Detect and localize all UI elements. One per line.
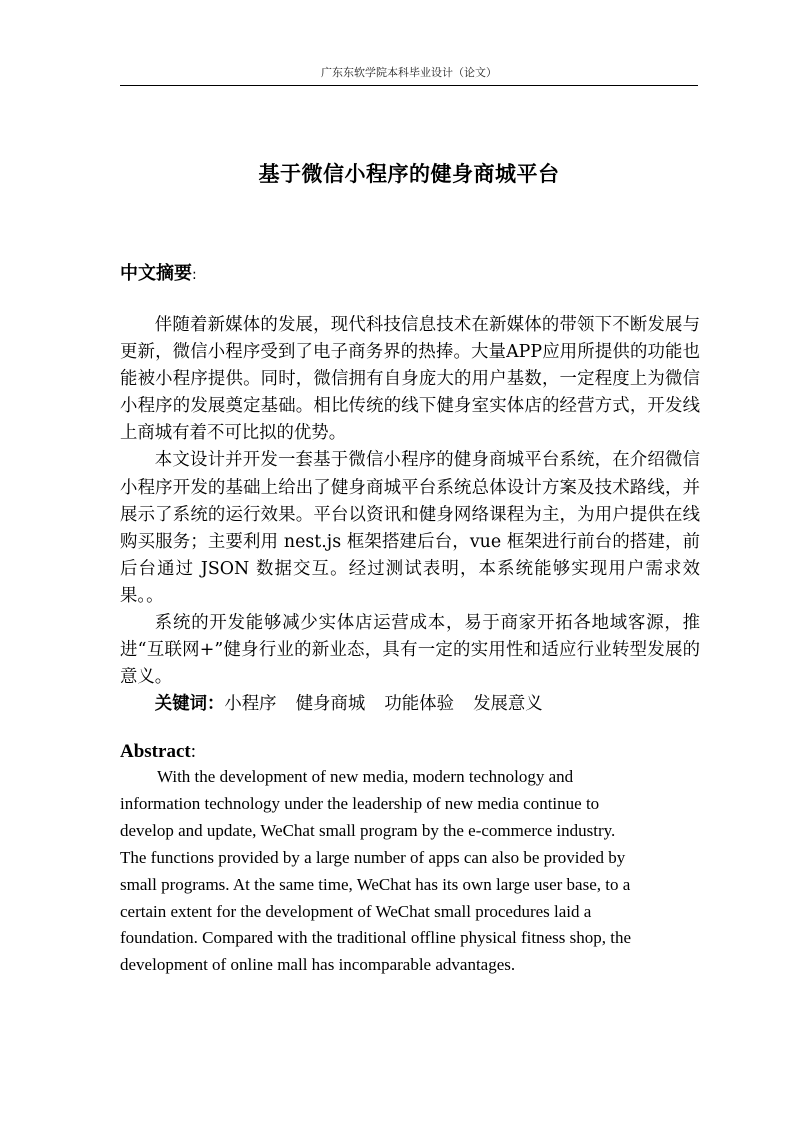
en-abstract-heading-colon: : — [190, 741, 196, 762]
en-paragraph — [120, 764, 680, 979]
cn-paragraph: 伴随着新媒体的发展，现代科技信息技术在新媒体的带领下不断发展与更新，微信小程序受到了电子商务界的热捧。大量APP应用所提供的功能也能被小程序提供。同时，微信拥有自身庞大的用户基数，一定程度上为微信小程序的发展奠定基础。相比传统的线下健身室实体店的经营方式，开发线上商城有着不可比拟的优势。 — [120, 315, 700, 444]
en-abstract-heading — [120, 737, 196, 767]
cn-abstract-heading — [120, 259, 197, 290]
en-line: development of online mall has incomparable advantages. — [120, 955, 516, 975]
keyword: 功能体验 — [384, 694, 454, 715]
cn-paragraph: 本文设计并开发一套基于微信小程序的健身商城平台系统，在介绍微信小程序开发的基础上给出了健身商城平台系统总体设计方案及技术路线，并展示了系统的运行效果。平台以资讯和健身网络课程为主，为用户提供在线购买服务；主要利用 nest.js 框架搭建后台，vue 框架进行前台的搭建，前后台通过 JSON 数据交互。经过测试表明，本系统能够实现用户需求效果。。 — [120, 450, 700, 606]
keywords-line — [120, 691, 700, 718]
en-line: information technology under the leadership of new media continue to — [120, 793, 600, 813]
cn-abstract-body — [120, 312, 700, 718]
paper-title: 基于微信小程序的健身商城平台 — [258, 162, 560, 186]
en-line: develop and update, WeChat small program by the e-commerce industry. — [120, 820, 616, 840]
en-abstract-body — [120, 764, 680, 979]
en-abstract-heading-text: Abstract — [120, 741, 191, 762]
en-line: The functions provided by a large number of apps can also be provided by — [120, 847, 626, 867]
keywords-label: 关键词： — [154, 694, 225, 715]
cn-abstract-heading-colon: : — [192, 267, 197, 283]
header-text: 广东东软学院本科毕业设计（论文） — [321, 66, 497, 79]
keyword: 发展意义 — [473, 694, 543, 715]
en-line: foundation. Compared with the traditional offline physical fitness shop, the — [120, 928, 632, 948]
keyword: 健身商城 — [295, 694, 366, 715]
page-header — [120, 63, 698, 86]
en-line: certain extent for the development of WeChat small procedures laid a — [120, 901, 592, 921]
cn-abstract-heading-text: 中文摘要 — [120, 263, 192, 284]
en-line: With the development of new media, modern technology and — [157, 767, 574, 786]
cn-paragraph: 系统的开发能够减少实体店运营成本，易于商家开拓各地域客源，推进“互联网+”健身行业的新业态，具有一定的实用性和适应行业转型发展的意义。 — [120, 613, 700, 688]
en-line: small programs. At the same time, WeChat has its own large user base, to a — [120, 874, 631, 894]
keyword: 小程序 — [224, 694, 277, 715]
